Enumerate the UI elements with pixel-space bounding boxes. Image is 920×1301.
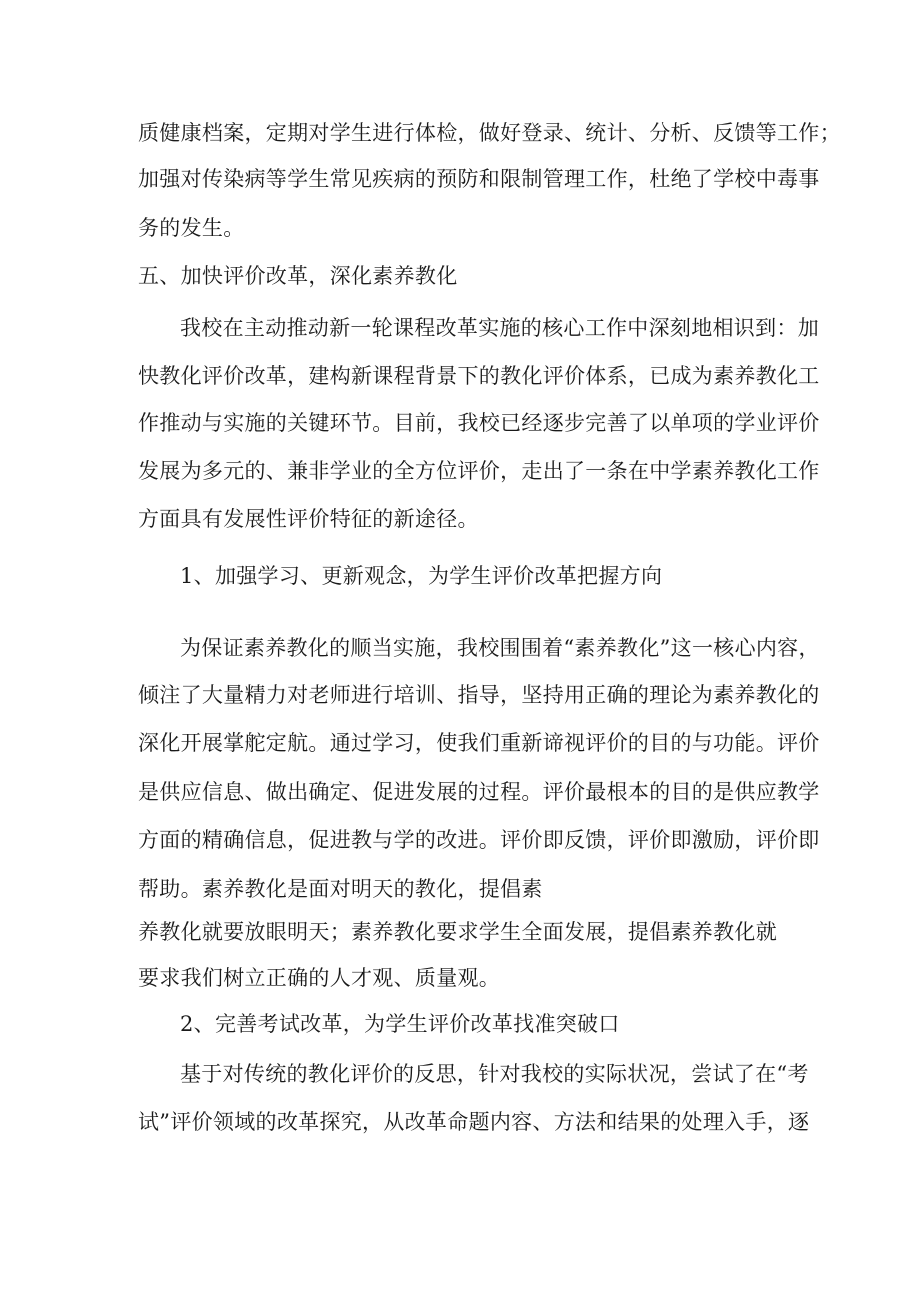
section-heading: 五、加快评价改革，深化素养教化 (138, 264, 458, 288)
text-line: 帮助。素养教化是面对明天的教化，提倡素 (138, 877, 543, 901)
text-line: 是供应信息、做出确定、促进发展的过程。评价最根本的目的是供应教学 (138, 780, 820, 804)
text-line: 快教化评价改革，建构新课程背景下的教化评价体系，已成为素养教化工 (138, 364, 820, 388)
text-line: 倾注了大量精力对老师进行培训、指导，坚持用正确的理论为素养教化的 (138, 683, 820, 707)
text-line: 我校在主动推动新一轮课程改革实施的核心工作中深刻地相识到：加 (180, 316, 819, 340)
text-line: 为保证素养教化的顺当实施，我校围围着“素养教化”这一核心内容， (180, 636, 820, 660)
text-line: 加强对传染病等学生常见疾病的预防和限制管理工作，杜绝了学校中毒事 (138, 167, 820, 191)
text-line: 试”评价领域的改革探究，从改革命题内容、方法和结果的处理入手，逐 (138, 1110, 810, 1134)
text-line: 务的发生。 (138, 216, 245, 240)
text-line: 发展为多元的、兼非学业的全方位评价，走出了一条在中学素养教化工作 (138, 459, 820, 483)
text-line: 养教化就要放眼明天；素养教化要求学生全面发展，提倡素养教化就 (138, 920, 777, 944)
text-line: 要求我们树立正确的人才观、质量观。 (138, 966, 501, 990)
text-line: 方面具有发展性评价特征的新途径。 (138, 507, 479, 531)
text-line: 深化开展掌舵定航。通过学习，使我们重新谛视评价的目的与功能。评价 (138, 731, 820, 755)
text-line: 基于对传统的教化评价的反思，针对我校的实际状况，尝试了在“考 (180, 1062, 809, 1086)
text-line: 质健康档案，定期对学生进行体检，做好登录、统计、分析、反馈等工作； (138, 121, 841, 145)
text-line: 作推动与实施的关键环节。目前，我校已经逐步完善了以单项的学业评价 (138, 411, 820, 435)
text-line: 方面的精确信息，促进教与学的改进。评价即反馈，评价即激励，评价即 (138, 828, 820, 852)
subsection-heading: 2、完善考试改革，为学生评价改革找准突破口 (180, 1012, 620, 1036)
subsection-heading: 1、加强学习、更新观念，为学生评价改革把握方向 (180, 564, 663, 588)
